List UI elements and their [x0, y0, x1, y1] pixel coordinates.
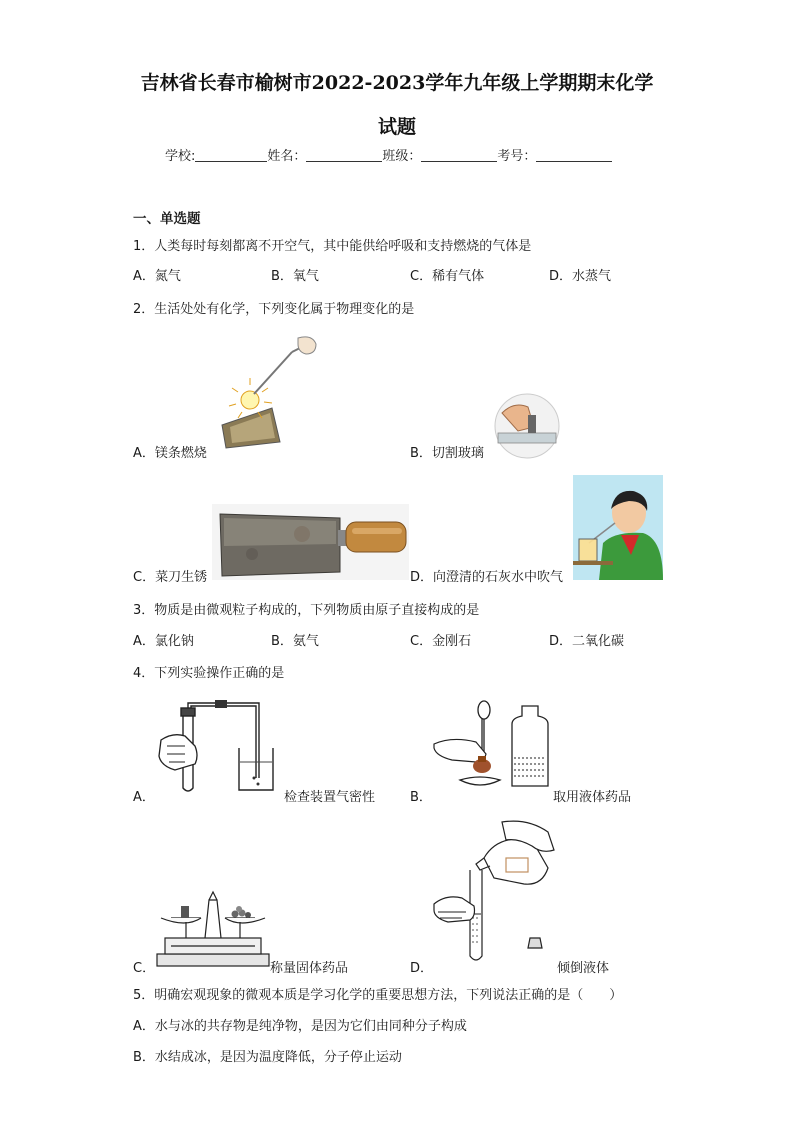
- page-title-line2: 试题: [377, 116, 416, 138]
- info-line: [165, 145, 612, 164]
- q1-option-c[interactable]: C．稀有气体: [410, 269, 485, 284]
- q4-option-b-letter[interactable]: B．: [410, 790, 432, 805]
- section-heading: 一、单选题: [133, 211, 201, 227]
- q2-option-a[interactable]: A．镁条燃烧: [133, 446, 207, 461]
- question-2-stem: 2．生活处处有化学，下列变化属于物理变化的是: [133, 302, 415, 317]
- question-4-stem: 4．下列实验操作正确的是: [133, 666, 285, 681]
- name-blank[interactable]: [306, 147, 382, 162]
- number-blank[interactable]: [536, 147, 612, 162]
- class-label: 班级：: [382, 149, 422, 164]
- q4-option-d-caption: 倾倒液体: [557, 961, 610, 976]
- school-label: 学校:: [165, 149, 196, 164]
- q2-option-c[interactable]: C．菜刀生锈: [133, 570, 208, 585]
- question-3-stem: 3．物质是由微观粒子构成的，下列物质由原子直接构成的是: [133, 603, 480, 618]
- pouring-liquid-figure: [432, 818, 557, 966]
- q2-option-d[interactable]: D．向澄清的石灰水中吹气: [410, 570, 564, 585]
- q2-option-b[interactable]: B．切割玻璃: [410, 446, 484, 461]
- q4-option-a-letter[interactable]: A．: [133, 790, 155, 805]
- class-blank[interactable]: [421, 147, 497, 162]
- q5-option-a[interactable]: A．水与冰的共存物是纯净物，是因为它们由同种分子构成: [133, 1019, 467, 1034]
- q5-option-b[interactable]: B．水结成冰，是因为温度降低，分子停止运动: [133, 1050, 402, 1065]
- q4-option-c-letter[interactable]: C．: [133, 961, 156, 976]
- school-blank[interactable]: [195, 147, 267, 162]
- q4-option-d-letter[interactable]: D．: [410, 961, 434, 976]
- magnesium-burning-figure: [212, 330, 322, 450]
- question-1-stem: 1．人类每时每刻都离不开空气，其中能供给呼吸和支持燃烧的气体是: [133, 239, 532, 254]
- dropper-liquid-figure: [432, 696, 552, 796]
- q3-option-d[interactable]: D．二氧化碳: [549, 634, 625, 649]
- cutting-glass-figure: [494, 393, 560, 459]
- q3-option-b[interactable]: B．氨气: [271, 634, 319, 649]
- q3-option-a[interactable]: A．氯化钠: [133, 634, 194, 649]
- q1-option-a[interactable]: A．氮气: [133, 269, 181, 284]
- blowing-limewater-figure: [573, 475, 663, 580]
- name-label: 姓名：: [267, 149, 307, 164]
- q4-option-b-caption: 取用液体药品: [553, 790, 632, 805]
- q3-option-c[interactable]: C．金刚石: [410, 634, 472, 649]
- q4-option-a-caption: 检查装置气密性: [284, 790, 376, 805]
- question-5-stem: 5．明确宏观现象的微观本质是学习化学的重要思想方法，下列说法正确的是（ ）: [133, 988, 623, 1003]
- q1-option-d[interactable]: D．水蒸气: [549, 269, 612, 284]
- q4-option-c-caption: 称量固体药品: [270, 961, 349, 976]
- q1-option-b[interactable]: B．氧气: [271, 269, 319, 284]
- balance-scale-figure: [153, 888, 273, 970]
- number-label: 考号：: [497, 149, 537, 164]
- rusty-knife-figure: [212, 504, 409, 580]
- page-title-line1: 吉林省长春市榆树市2022-2023学年九年级上学期期末化学: [140, 72, 654, 94]
- airtightness-check-figure: [155, 700, 280, 795]
